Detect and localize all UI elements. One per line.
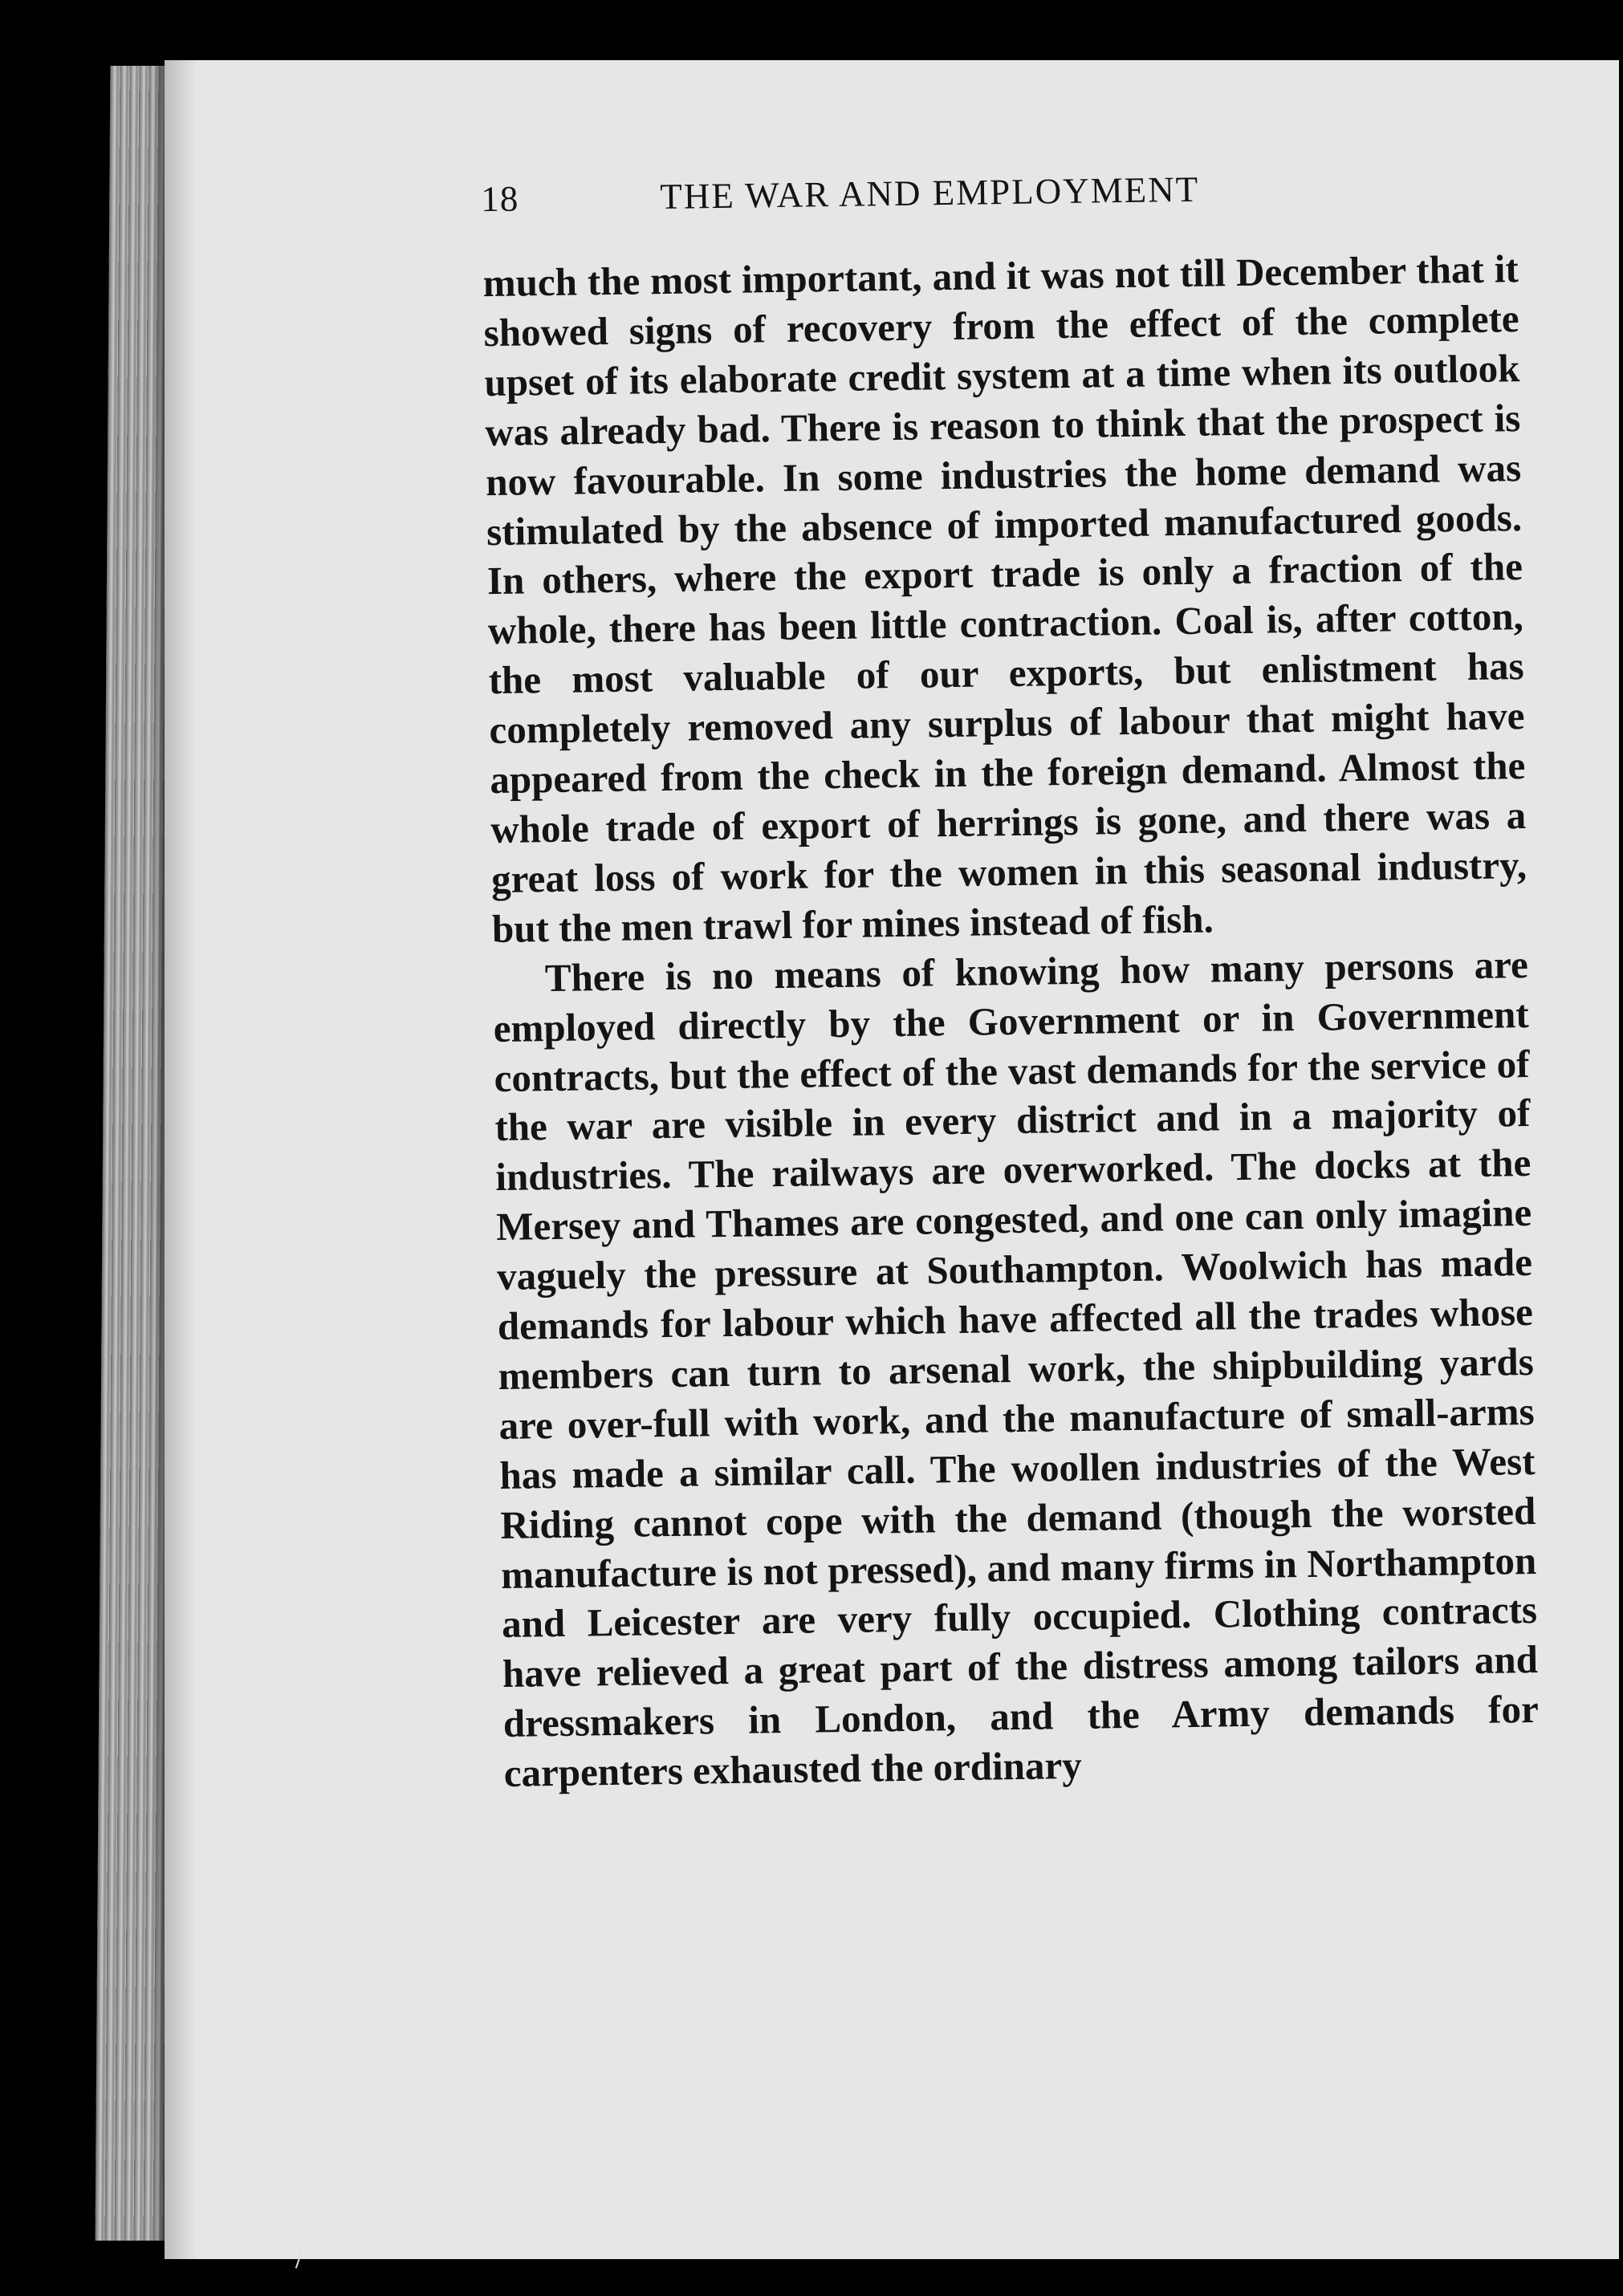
- paragraph: much the most important, and it was not till December that it showed signs of recovery from the effect of the complete upset of its elaborate credit system at a time when its outlook was already bad. There is reason to think that the prospect is now favourable. In some industries the home demand was stimulated by the absence of imported manufactured goods. In others, where the export trade is only a fraction of the whole, there has been little contraction. Coal is, after cotton, the most valuable of our exports, but enlistment has completely removed any surplus of labour that might have appeared from the check in the foreign demand. Almost the whole trade of export of herrings is gone, and there was a great loss of work for the women in this seasonal industry, but the men trawl for mines instead of fish.: [482, 246, 1527, 951]
- page-number: 18: [480, 178, 519, 220]
- running-head: THE WAR AND EMPLOYMENT: [659, 169, 1200, 217]
- paragraph: There is no means of knowing how many persons are employed directly by the Government or in Government contracts, but the effect of the vast demands for the service of the war are visible in every district and in a majority of industries. The railways are overworked. The docks at the Mersey and Thames are congested, and one can only imagine vaguely the pressure at Southampton. Woolwich has made demands for labour which have affected all the trades whose members can turn to arsenal work, the shipbuilding yards are over-full with work, and the manufacture of small-arms has made a similar call. The woollen industries of the West Riding cannot cope with the demand (though the worsted manufacture is not pressed), and many firms in Northampton and Leicester are very fully occupied. Clothing contracts have relieved a great part of the distress among tailors and dressmakers in London, and the Army demands for carpenters exhausted the ordinary: [493, 941, 1540, 1796]
- body-text: [482, 244, 1540, 1798]
- bottom-scan-mark: /: [295, 2247, 303, 2274]
